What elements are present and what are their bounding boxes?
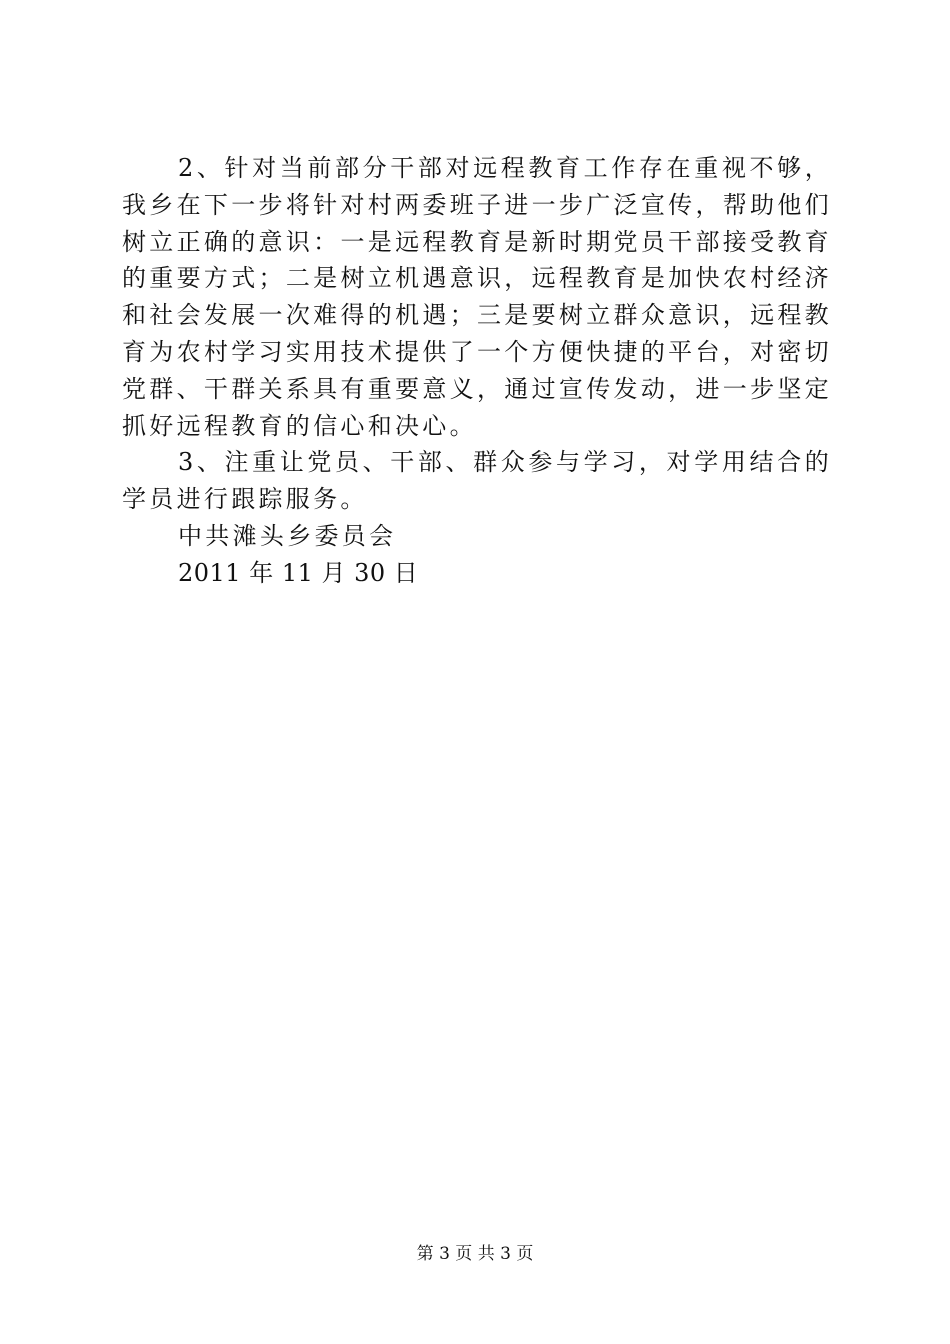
page-footer: 第 3 页 共 3 页 (416, 1244, 534, 1264)
signature-date: 2011 年 11 月 30 日 (178, 558, 419, 587)
paragraph-item-3: 3、注重让党员、干部、群众参与学习，对学用结合的学员进行跟踪服务。 (122, 448, 832, 514)
document-body (122, 150, 832, 592)
signature-organization: 中共滩头乡委员会 (178, 521, 397, 550)
paragraph-item-2: 2、针对当前部分干部对远程教育工作存在重视不够，我乡在下一步将针对村两委班子进一步广泛宣传，帮助他们树立正确的意识：一是远程教育是新时期党员干部接受教育的重要方式；二是树立机遇意识，远程教育是加快农村经济和社会发展一次难得的机遇；三是要树立群众意识，远程教育为农村学习实用技术提供了一个方便快捷的平台，对密切党群、干群关系具有重要意义，通过宣传发动，进一步坚定抓好远程教育的信心和决心。 (122, 154, 832, 440)
